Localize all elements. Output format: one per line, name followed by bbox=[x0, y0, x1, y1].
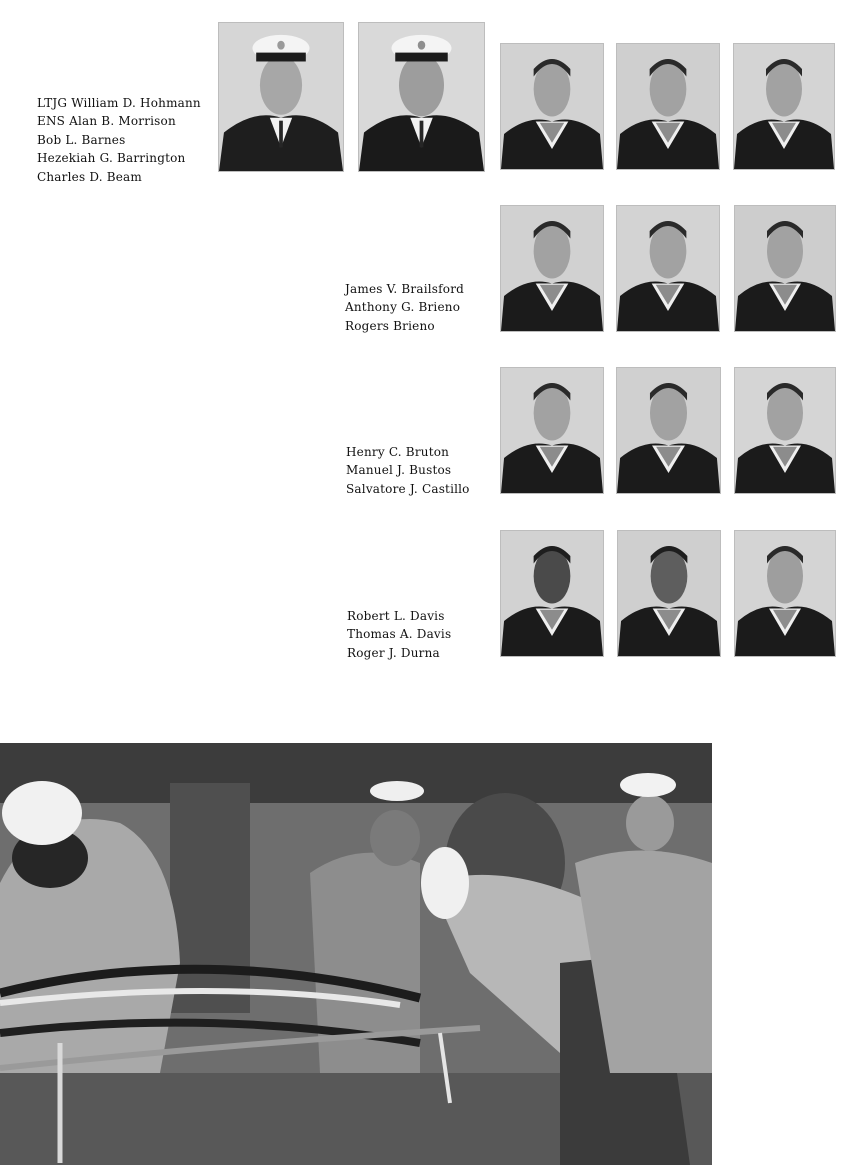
name-entry: Rogers Brieno bbox=[345, 318, 435, 333]
name-entry: LTJG William D. Hohmann bbox=[37, 96, 201, 110]
name-entry: James V. Brailsford bbox=[345, 282, 465, 296]
name-list-row-1 bbox=[37, 94, 201, 186]
name-list-row-2 bbox=[345, 280, 464, 335]
name-entry: Henry C. Bruton bbox=[346, 445, 450, 459]
name-entry: Charles D. Beam bbox=[37, 169, 142, 184]
portrait-photo-sailor bbox=[500, 530, 604, 657]
portrait-photo-sailor bbox=[734, 367, 836, 494]
portrait-photo-sailor bbox=[734, 205, 836, 332]
name-entry: Roger J. Durna bbox=[347, 645, 440, 660]
name-entry: ENS Alan B. Morrison bbox=[37, 114, 176, 129]
portrait-photo-sailor bbox=[733, 43, 835, 170]
name-entry: Bob L. Barnes bbox=[37, 132, 126, 147]
portrait-photo-sailor bbox=[616, 367, 721, 494]
portrait-photo-officer bbox=[358, 22, 485, 172]
name-entry: Hezekiah G. Barrington bbox=[37, 151, 186, 166]
portrait-photo-officer bbox=[218, 22, 344, 172]
name-entry: Salvatore J. Castillo bbox=[346, 481, 470, 496]
name-entry: Manuel J. Bustos bbox=[346, 463, 452, 478]
portrait-photo-sailor bbox=[617, 530, 721, 657]
name-entry: Thomas A. Davis bbox=[347, 627, 452, 642]
name-entry: Robert L. Davis bbox=[347, 609, 445, 623]
name-entry: Anthony G. Brieno bbox=[345, 300, 461, 315]
name-list-row-3 bbox=[346, 443, 470, 498]
name-list-row-4 bbox=[347, 607, 451, 662]
portrait-photo-sailor bbox=[500, 367, 604, 494]
portrait-photo-sailor bbox=[734, 530, 836, 657]
portrait-photo-sailor bbox=[500, 205, 604, 332]
work-scene-photo bbox=[0, 743, 712, 1165]
portrait-photo-sailor bbox=[500, 43, 604, 170]
portrait-photo-sailor bbox=[616, 43, 720, 170]
portrait-photo-sailor bbox=[616, 205, 720, 332]
